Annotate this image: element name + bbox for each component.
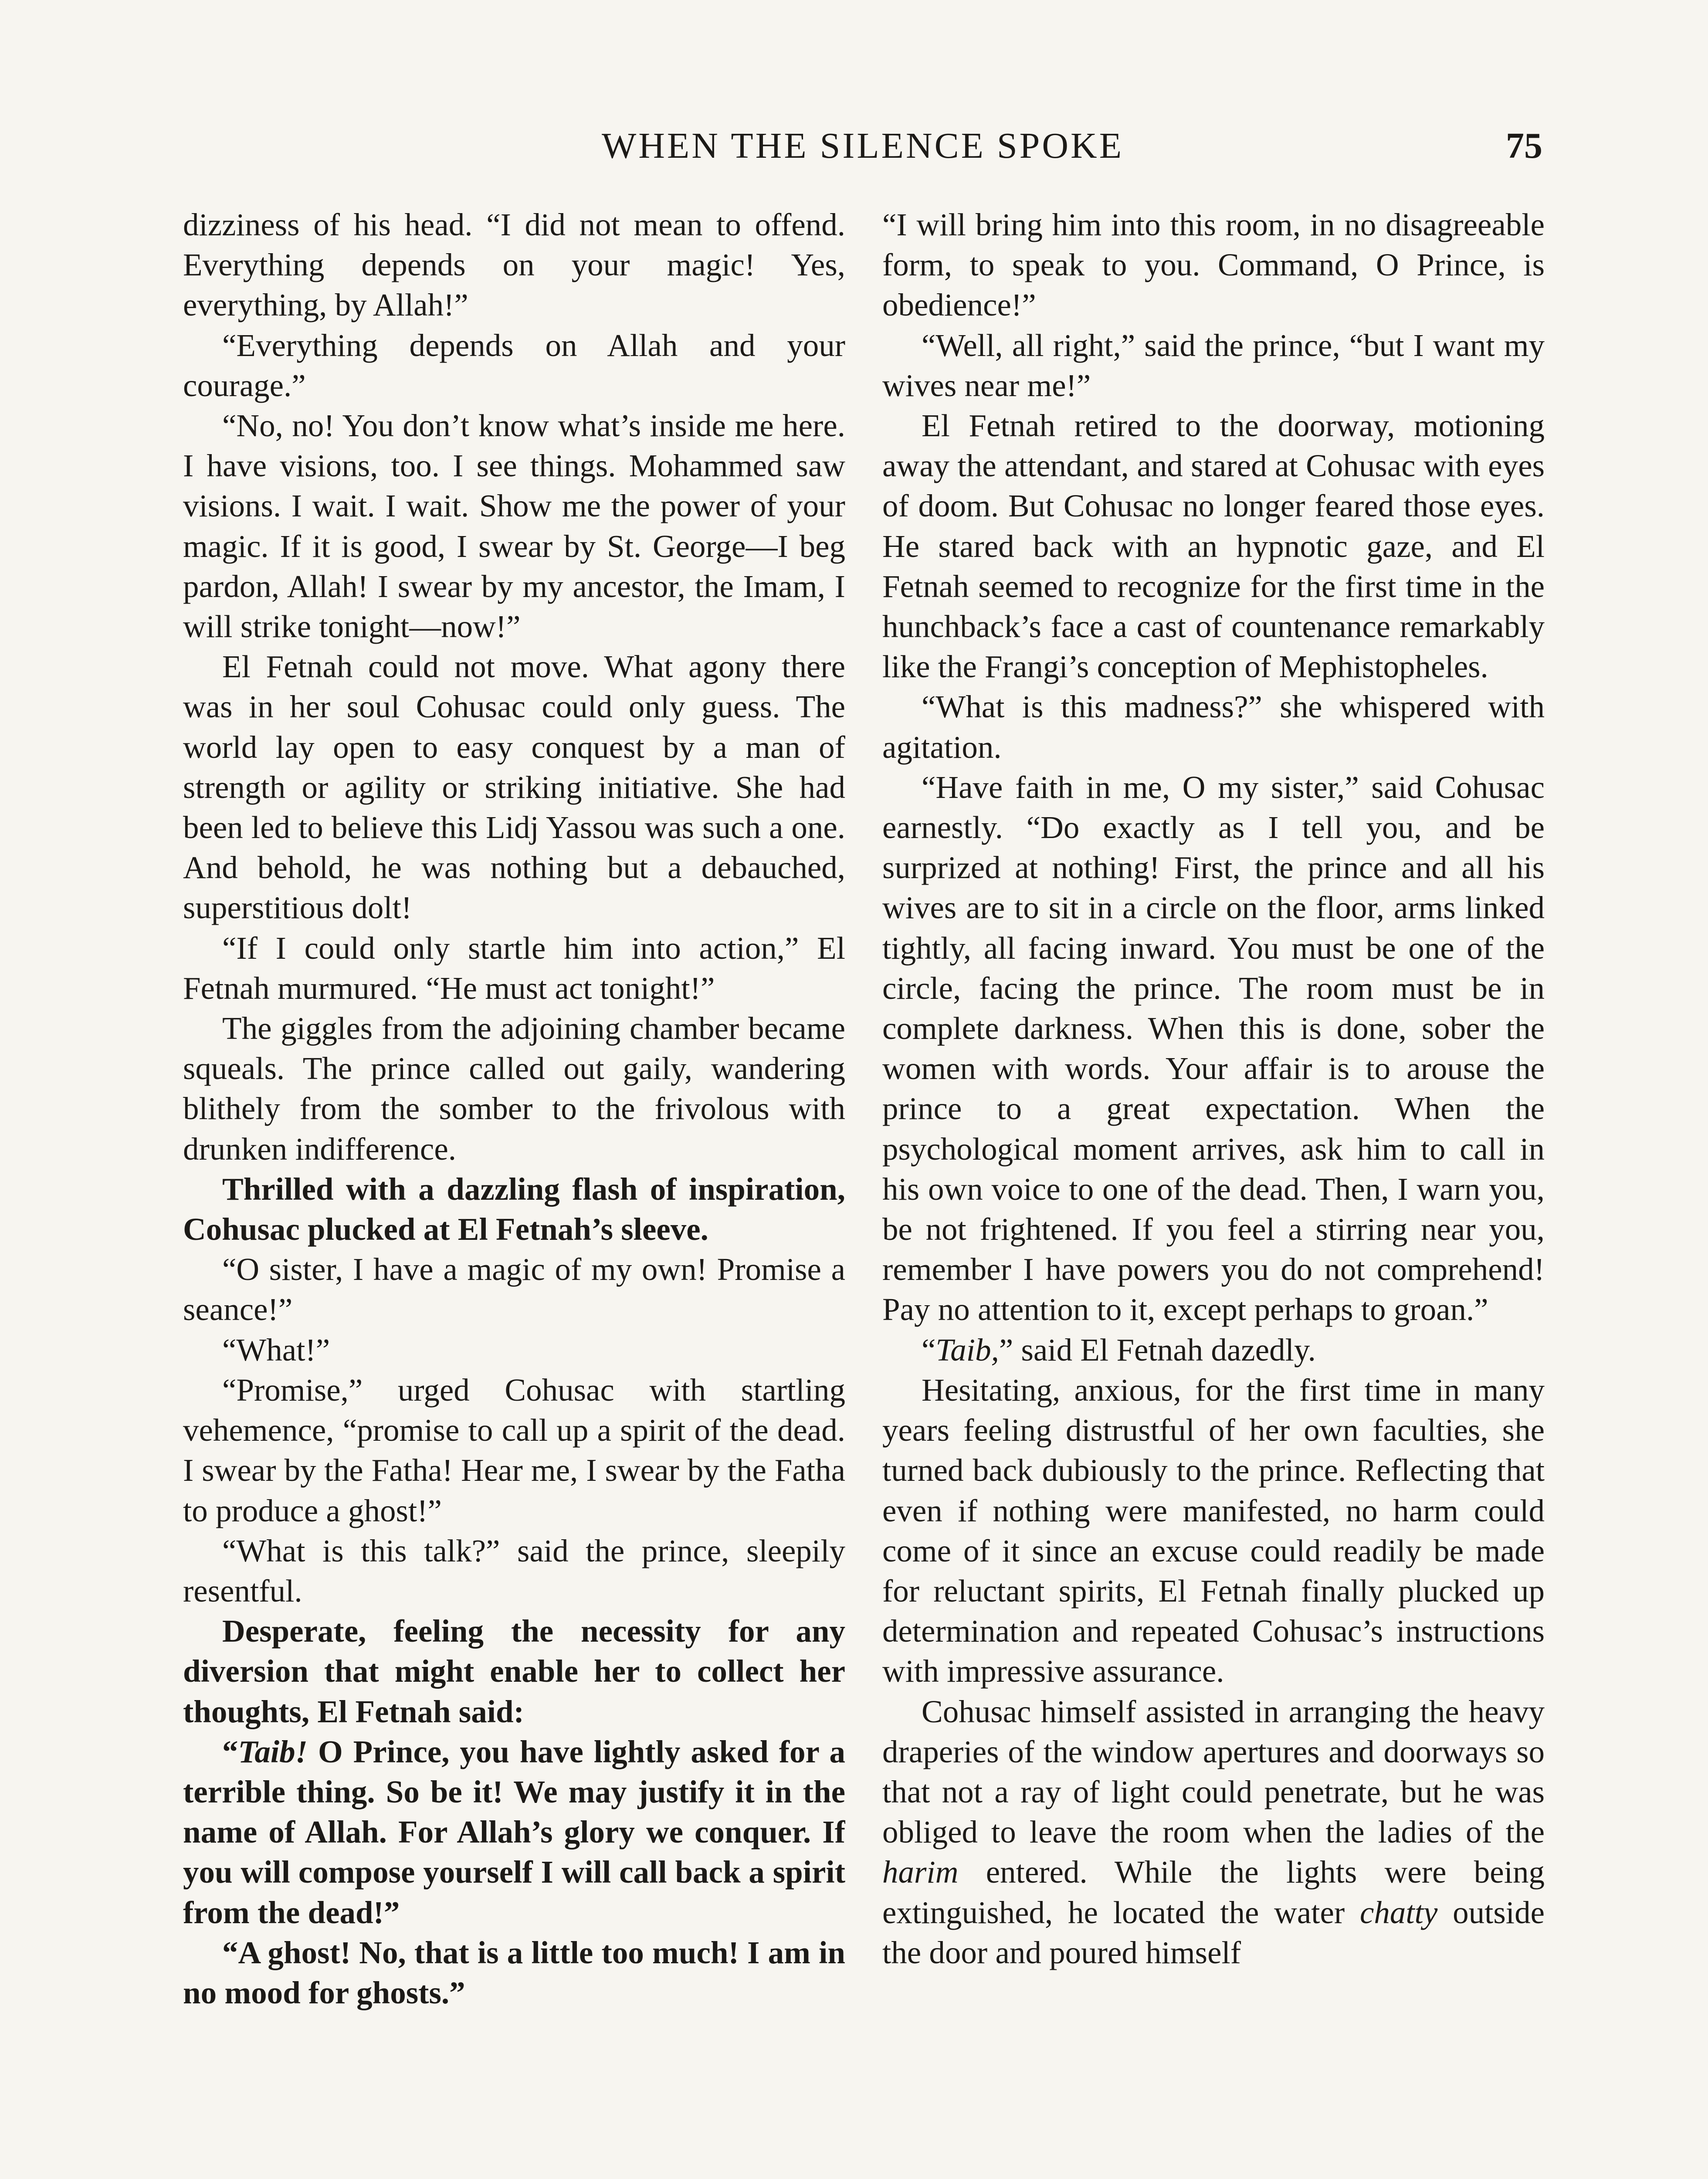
paragraph (183, 1732, 845, 1933)
page-header (183, 122, 1542, 170)
paragraph: El Fetnah could not move. What agony there was in her soul Cohusac could only guess. The world lay open to easy conquest by a man of strength or agility or striking initiative. She had been led to believe this Lidj Yassou was such a one. And behold, he was nothing but a debauched, superstitious dolt! (183, 649, 845, 926)
left-column (183, 205, 845, 2179)
paragraph: El Fetnah retired to the doorway, motioning away the attendant, and stared at Cohusac with eyes of doom. But Cohusac no longer feared those eyes. He stared back with an hypnotic gaze, and El Fetnah seemed to recognize for the first time in the hunchback’s face a cast of countenance remarkably like the Frangi’s conception of Mephistopheles. (882, 408, 1545, 685)
paragraph: Hesitating, anxious, for the first time in many years feeling distrustful of her own faculties, she turned back dubiously to the prince. Reflecting that even if nothing were manifested, no harm could come of it since an excuse could readily be made for reluctant spirits, El Fetnah finally plucked up determination and repeated Cohusac’s instructions with impressive assurance. (882, 1372, 1545, 1689)
italic-word: harim (882, 1854, 959, 1890)
paragraph (882, 1330, 1545, 1370)
paragraph: “O sister, I have a magic of my own! Promise a seance!” (183, 1252, 845, 1327)
paragraph: “No, no! You don’t know what’s inside me here. I have visions, too. I see things. Mohammed saw visions. I wait. I wait. Show me the power of your magic. If it is good, I swear by St. George—I beg pardon, Allah! I swear by my ancestor, the Imam, I will strike tonight—now!” (183, 408, 845, 645)
text-span: “ (222, 1734, 238, 1769)
text-span: outside the door and poured himself (882, 1894, 1545, 1970)
paragraph: “Have faith in me, O my sister,” said Cohusac earnestly. “Do exactly as I tell you, and be surprized at nothing! First, the prince and all his wives are to sit in a circle on the floor, arms linked tightly, all facing inward. You must be one of the circle, facing the prince. The room must be in complete darkness. When this is done, sober the women with words. Your affair is to arouse the prince to a great expectation. When the psychological moment arrives, ask him to call in his own voice to one of the dead. Then, I warn you, be not frightened. If you feel a stirring near you, remember I have powers you do not comprehend! Pay no attention to it, except perhaps to groan.” (882, 769, 1545, 1327)
paragraph: “What is this talk?” said the prince, sleepily resentful. (183, 1533, 845, 1609)
paragraph: “A ghost! No, that is a little too much! I am in no mood for ghosts.” (183, 1935, 845, 2010)
paragraph: “Promise,” urged Cohusac with startling vehemence, “promise to call up a spirit of the dead. I swear by the Fatha! Hear me, I swear by the Fatha to produce a ghost!” (183, 1372, 845, 1528)
paragraph: “I will bring him into this room, in no disagreeable form, to speak to you. Command, O Prince, is obedience!” (882, 207, 1545, 323)
paragraph: The giggles from the adjoining chamber became squeals. The prince called out gaily, wandering blithely from the somber to the frivolous with drunken indifference. (183, 1011, 845, 1167)
right-column (882, 205, 1545, 2179)
paragraph (882, 1692, 1545, 1973)
text-span: entered. While the lights were being extinguished, he located the water (882, 1854, 1545, 1930)
italic-word: Taib! (238, 1734, 308, 1769)
paragraph: dizziness of his head. “I did not mean to offend. Everything depends on your magic! Yes, everything, by Allah!” (183, 207, 845, 323)
italic-word: Taib, (935, 1332, 999, 1368)
text-span: Cohusac himself assisted in arranging the heavy draperies of the window apertures and doorways so that not a ray of light could penetrate, but he was obliged to leave the room when the ladies of the (882, 1694, 1545, 1850)
text-span: ” said El Fetnah dazedly. (999, 1332, 1316, 1368)
running-title: WHEN THE SILENCE SPOKE (601, 126, 1124, 166)
paragraph: Thrilled with a dazzling flash of inspiration, Cohusac plucked at El Fetnah’s sleeve. (183, 1171, 845, 1247)
paragraph: “Everything depends on Allah and your courage.” (183, 327, 845, 403)
text-span: O Prince, you have lightly asked for a terrible thing. So be it! We may justify it in the name of Allah. For Allah’s glory we conquer. If you will compose yourself I will call back a spirit from the dead!” (183, 1734, 845, 1930)
paragraph: “Well, all right,” said the prince, “but I want my wives near me!” (882, 327, 1545, 403)
paragraph: Desperate, feeling the necessity for any diversion that might enable her to collect her thoughts, El Fetnah said: (183, 1613, 845, 1729)
text-span: “ (922, 1332, 936, 1368)
paragraph: “What is this madness?” she whispered with agitation. (882, 689, 1545, 765)
page-number: 75 (1506, 126, 1542, 166)
paragraph: “What!” (222, 1332, 330, 1368)
italic-word: chatty (1360, 1894, 1438, 1930)
paragraph: “If I could only startle him into action,” El Fetnah murmured. “He must act tonight!” (183, 930, 845, 1006)
